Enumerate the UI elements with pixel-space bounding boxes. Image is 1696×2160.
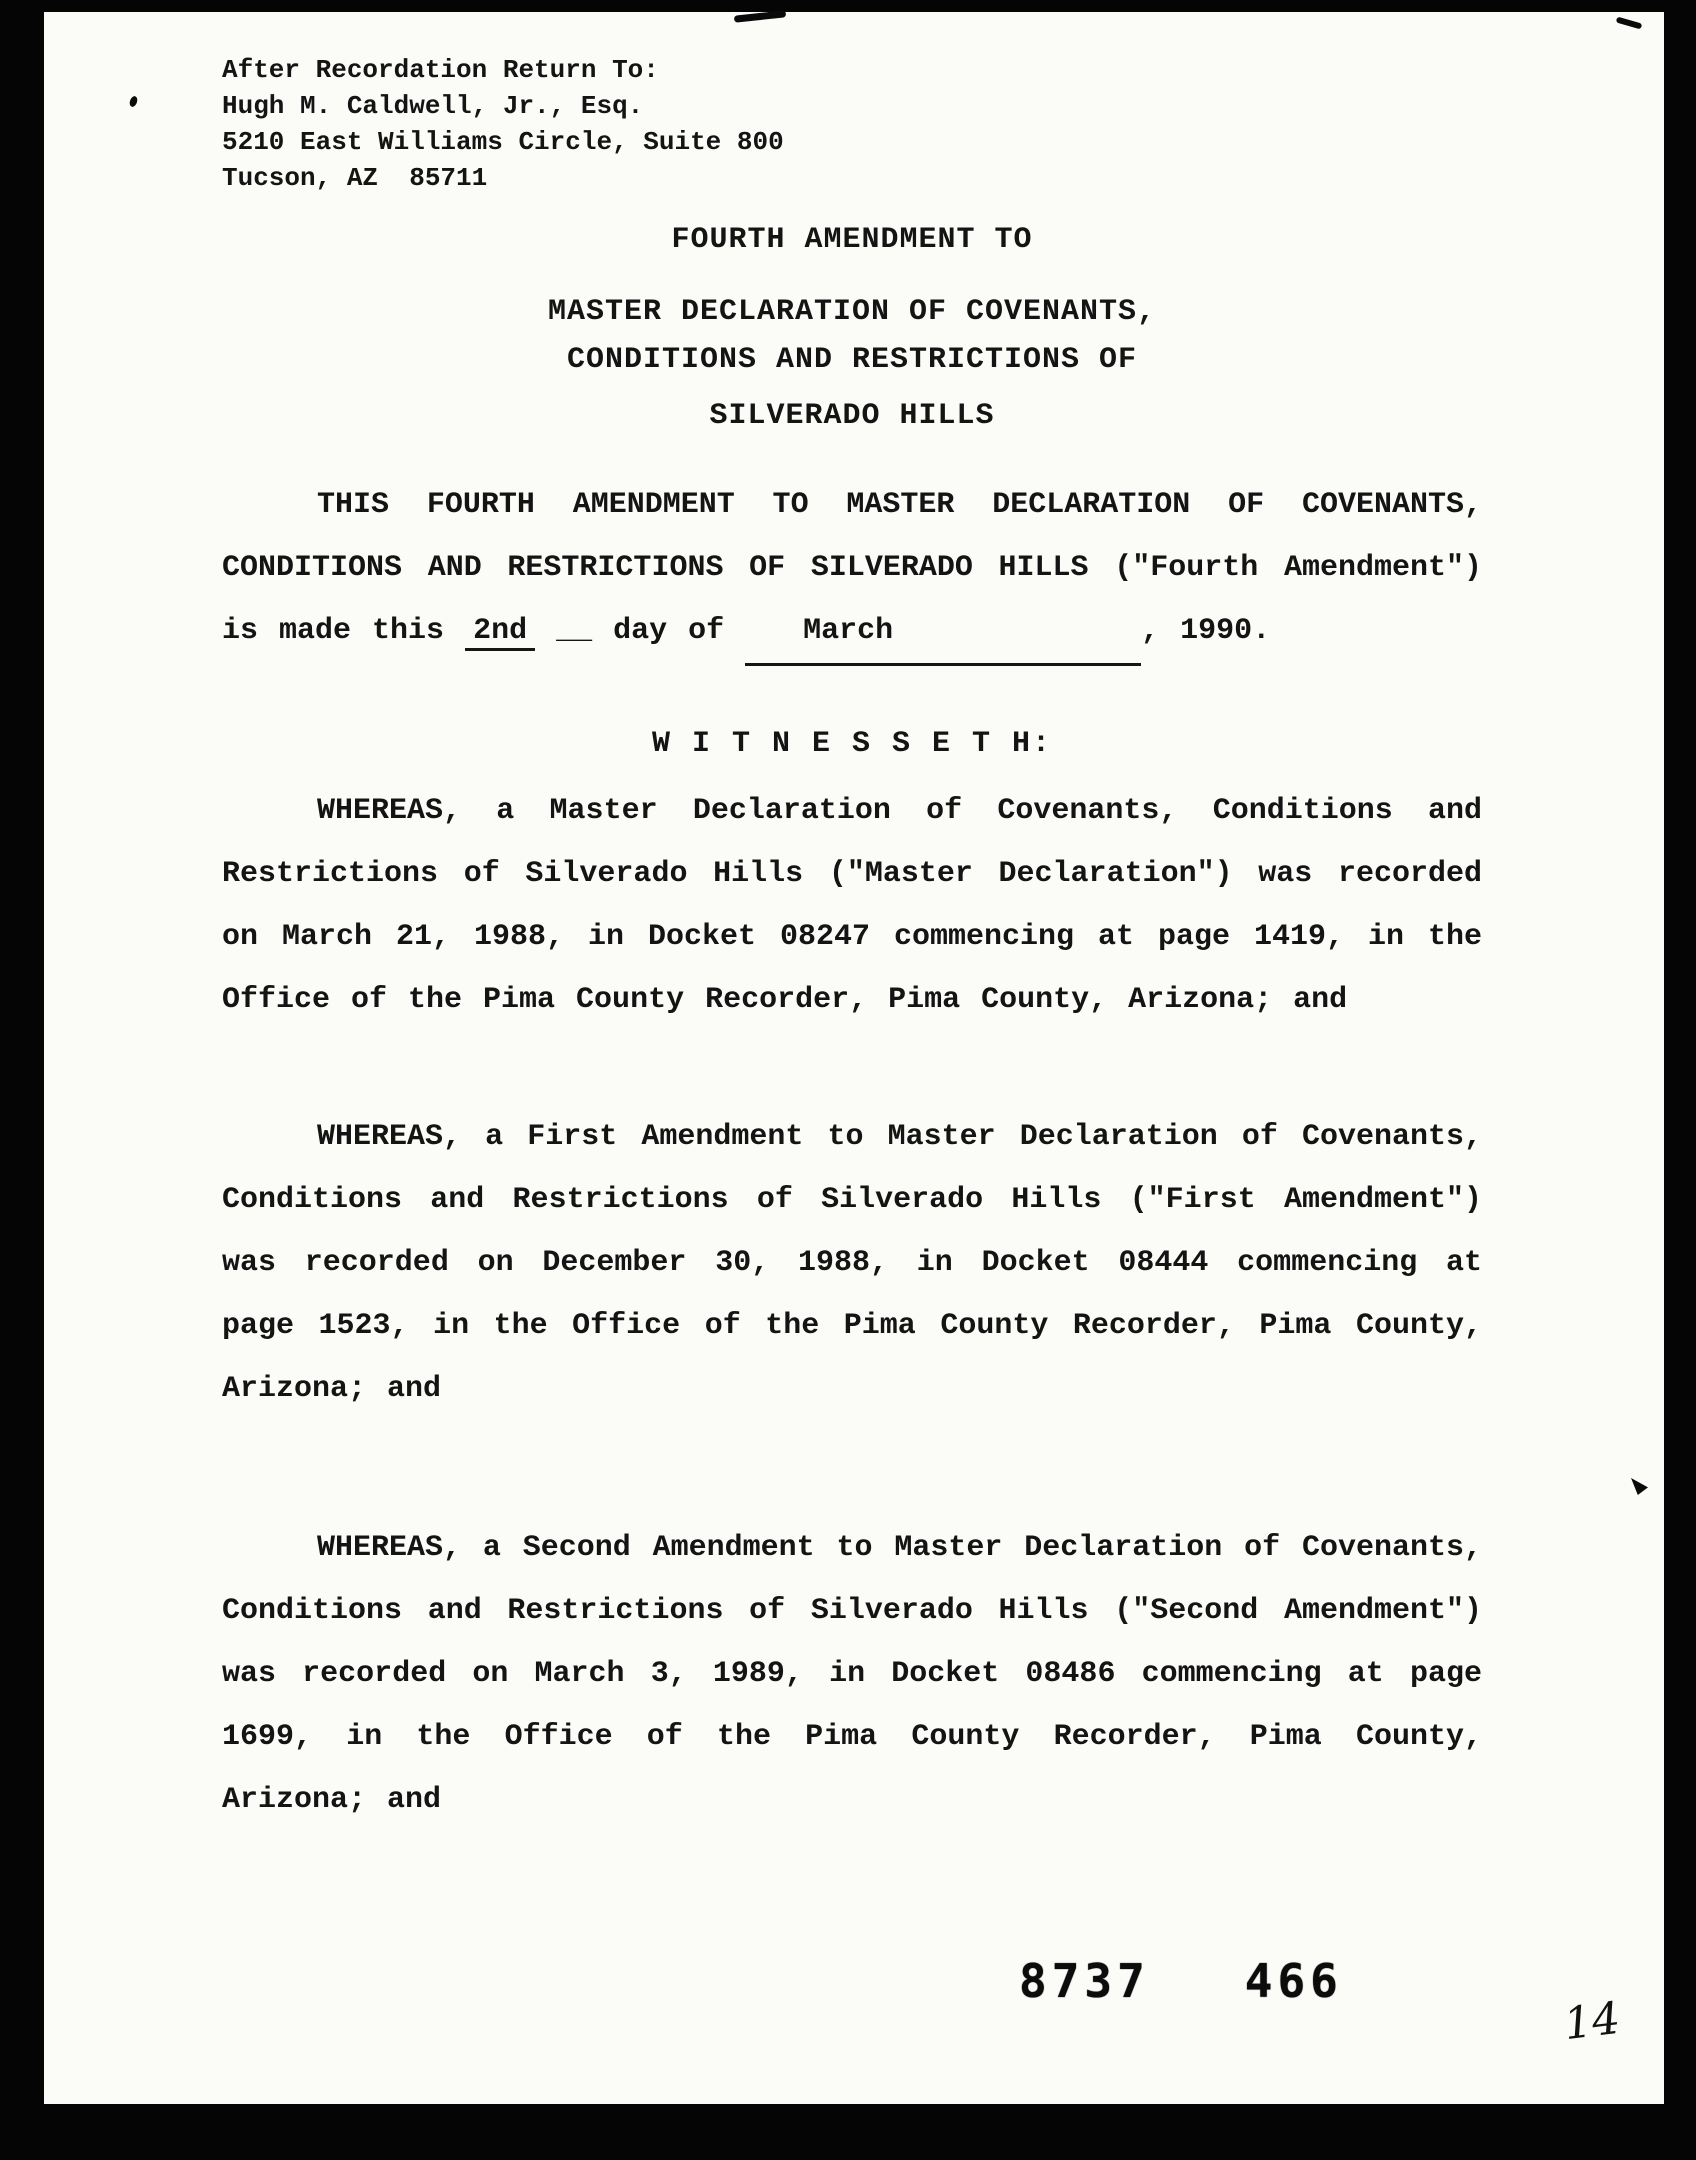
recorder-stamp: [1019, 1954, 1343, 2008]
intro-text-mid: day of: [613, 614, 725, 648]
blank-underscores: __: [556, 614, 593, 648]
month-value: March: [803, 614, 894, 648]
stamp-page-number: 466: [1244, 1954, 1343, 2008]
intro-text-before: THIS FOURTH AMENDMENT TO MASTER DECLARATION OF COVENANTS, CONDITIONS AND RESTRICTIONS OF SILVERADO HILLS ("Fourth Amendment") is made this: [222, 488, 1482, 648]
document-title-line1: FOURTH AMENDMENT TO: [671, 223, 1033, 257]
stamp-docket-number: 8737: [1019, 1954, 1150, 2008]
intro-paragraph: [222, 474, 1482, 666]
return-address-line4: Tucson, AZ 85711: [222, 163, 488, 193]
return-address-block: [222, 52, 1482, 196]
document-page: [44, 12, 1664, 2104]
whereas-paragraph-3: WHEREAS, a Second Amendment to Master Declaration of Covenants, Conditions and Restrictions of Silverado Hills ("Second Amendment") was recorded on March 3, 1989, in Docket 08486 commencing at page 1699, in the Office of the Pima County Recorder, Pima County, Arizona; and: [222, 1531, 1482, 1817]
day-value: 2nd: [473, 614, 528, 648]
document-title-line3: CONDITIONS AND RESTRICTIONS OF: [566, 343, 1138, 377]
day-blank: [465, 614, 535, 651]
document-content: [44, 12, 1664, 1832]
intro-text-after: , 1990.: [1141, 614, 1271, 648]
handwritten-page-number: 14: [1561, 1992, 1623, 2051]
whereas-paragraph-2: WHEREAS, a First Amendment to Master Declaration of Covenants, Conditions and Restrictions of Silverado Hills ("First Amendment") was recorded on December 30, 1988, in Docket 08444 commencing at page 1523, in the Office of the Pima County Recorder, Pima County, Arizona; and: [222, 1120, 1482, 1406]
month-blank: [745, 600, 1141, 666]
document-title-line2: MASTER DECLARATION OF COVENANTS,: [547, 295, 1157, 329]
document-title-line4: SILVERADO HILLS: [709, 399, 995, 433]
return-address-line2: Hugh M. Caldwell, Jr., Esq.: [222, 91, 644, 121]
witnesseth-heading: W I T N E S S E T H:: [651, 727, 1053, 761]
whereas-paragraph-1: WHEREAS, a Master Declaration of Covenants, Conditions and Restrictions of Silverado Hills ("Master Declaration") was recorded on March 21, 1988, in Docket 08247 commencing at page 1419, in the Office of the Pima County Recorder, Pima County, Arizona; and: [222, 794, 1482, 1017]
return-address-line1: After Recordation Return To:: [222, 55, 659, 85]
document-title-group: [222, 288, 1482, 384]
return-address-line3: 5210 East Williams Circle, Suite 800: [222, 127, 784, 157]
